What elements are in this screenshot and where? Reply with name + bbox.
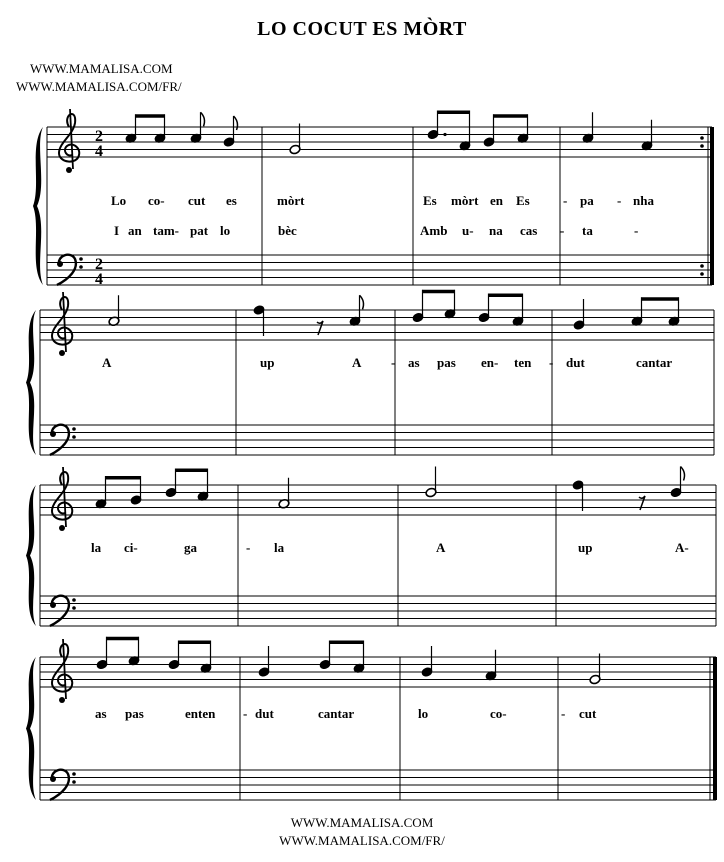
- site-url-1[interactable]: WWW.MAMALISA.COM: [30, 61, 173, 76]
- lyric-syllable: lo: [418, 706, 429, 721]
- final-thick-bar: [713, 657, 717, 800]
- lyric-syllable: ci-: [124, 540, 138, 555]
- repeat-thick-bar: [710, 127, 714, 285]
- treble-staff: [40, 485, 716, 515]
- treble-clef-icon: [52, 639, 72, 703]
- repeat-dot: [700, 272, 704, 276]
- quarter-note: [572, 480, 584, 511]
- lyric-syllable: Amb: [420, 223, 448, 238]
- half-note: [108, 295, 120, 326]
- flag: [234, 116, 238, 130]
- lyric-syllable: -: [617, 193, 622, 208]
- quarter-note: [670, 467, 684, 498]
- lyric-syllable: la: [274, 540, 285, 555]
- lyric-syllable: u-: [462, 223, 474, 238]
- quarter-note: [421, 646, 433, 677]
- lyric-syllable: en-: [481, 355, 499, 370]
- lyric-syllable: pat: [190, 223, 209, 238]
- page-title: LO COCUT ES MÒRT: [257, 18, 467, 40]
- quarter-note: [485, 650, 497, 681]
- half-note: [425, 467, 437, 498]
- lyric-syllable: mòrt: [451, 193, 479, 208]
- time-sig-top: 2: [95, 128, 103, 145]
- beam: [179, 641, 211, 645]
- repeat-dot: [700, 136, 704, 140]
- brace: [33, 127, 43, 285]
- quarter-note: [427, 111, 439, 140]
- dot: [443, 133, 446, 136]
- beam: [642, 297, 679, 301]
- lyric-syllable: enten: [185, 706, 216, 721]
- site-footer: [0, 814, 724, 850]
- flag: [201, 112, 205, 126]
- treble-clef-icon: [52, 292, 72, 356]
- treble-staff: [40, 310, 714, 340]
- quarter-note: [478, 294, 490, 323]
- quarter-note: [128, 637, 140, 666]
- quarter-note: [154, 114, 166, 143]
- half-note: [278, 478, 290, 509]
- lyric-syllable: bèc: [278, 223, 297, 238]
- lyric-syllable: co-: [490, 706, 507, 721]
- lyric-syllable: I: [114, 223, 120, 238]
- lyric-syllable: es: [226, 193, 237, 208]
- lyric-syllable: pa: [580, 193, 594, 208]
- repeat-dot: [700, 144, 704, 148]
- lyric-syllable: Es: [516, 193, 530, 208]
- lyric-syllable: -: [246, 540, 251, 555]
- treble-staff: [40, 657, 716, 687]
- bass-staff: [40, 425, 714, 455]
- brace: [26, 310, 36, 455]
- time-sig-bottom: 4: [95, 143, 103, 160]
- music-system: [26, 292, 76, 455]
- lyric-syllable: as: [95, 706, 107, 721]
- quarter-note: [412, 290, 424, 323]
- beam: [423, 290, 455, 294]
- quarter-note: [165, 469, 177, 498]
- quarter-note: [483, 114, 495, 147]
- lyric-syllable: an: [128, 223, 142, 238]
- lyric-syllable: na: [489, 223, 503, 238]
- quarter-note: [459, 111, 471, 152]
- lyric-syllable: A: [352, 355, 362, 370]
- beam: [106, 476, 141, 480]
- lyric-syllable: dut: [255, 706, 274, 721]
- lyric-syllable: cas: [520, 223, 538, 238]
- lyric-syllable: mòrt: [277, 193, 305, 208]
- lyric-syllable: as: [408, 355, 420, 370]
- quarter-note: [668, 297, 680, 326]
- lyric-syllable: -: [391, 355, 396, 370]
- time-sig-bottom: 4: [95, 271, 103, 288]
- lyric-syllable: ta: [582, 223, 593, 238]
- quarter-note: [444, 290, 456, 319]
- lyric-syllable: co-: [148, 193, 165, 208]
- lyric-syllable: pas: [125, 706, 144, 721]
- quarter-note: [190, 112, 204, 143]
- lyric-syllable: A: [102, 355, 112, 370]
- lyric-syllable: ten: [514, 355, 532, 370]
- beam: [176, 469, 208, 473]
- lyric-syllable: cantar: [636, 355, 673, 370]
- quarter-note: [641, 120, 653, 151]
- repeat-dot: [700, 264, 704, 268]
- lyric-syllable: -: [549, 355, 554, 370]
- lyric-syllable: cantar: [318, 706, 355, 721]
- lyric-syllable: A-: [675, 540, 689, 555]
- quarter-note: [349, 295, 363, 326]
- bass-staff: [47, 255, 712, 285]
- beam: [330, 641, 364, 645]
- lyric-syllable: up: [260, 355, 275, 370]
- quarter-note: [168, 641, 180, 670]
- lyric-syllable: -: [560, 223, 565, 238]
- quarter-note: [130, 476, 142, 505]
- quarter-note: [253, 305, 265, 336]
- bass-staff: [40, 770, 716, 800]
- half-note: [289, 124, 301, 155]
- site-url-2[interactable]: WWW.MAMALISA.COM/FR/: [16, 79, 182, 94]
- lyric-syllable: pas: [437, 355, 456, 370]
- treble-clef-icon: [52, 467, 72, 531]
- quarter-note: [96, 637, 108, 670]
- lyric-syllable: Lo: [111, 193, 127, 208]
- treble-staff: [47, 127, 712, 157]
- lyric-syllable: ga: [184, 540, 197, 555]
- site-url-1[interactable]: WWW.MAMALISA.COM: [290, 815, 434, 830]
- quarter-note: [223, 116, 237, 147]
- beam: [489, 294, 523, 298]
- quarter-note: [319, 641, 331, 670]
- bass-staff: [40, 596, 716, 626]
- lyric-syllable: cut: [579, 706, 597, 721]
- quarter-note: [125, 114, 137, 143]
- lyric-syllable: dut: [566, 355, 585, 370]
- beam: [107, 637, 139, 641]
- brace: [26, 485, 36, 626]
- half-note: [589, 654, 601, 685]
- lyric-syllable: la: [91, 540, 102, 555]
- quarter-note: [582, 112, 594, 143]
- brace: [26, 657, 36, 800]
- lyric-syllable: A: [436, 540, 446, 555]
- music-system: [26, 467, 76, 626]
- lyric-syllable: -: [563, 193, 568, 208]
- lyric-syllable: -: [561, 706, 566, 721]
- lyric-syllable: lo: [220, 223, 231, 238]
- quarter-note: [517, 114, 529, 143]
- lyric-syllable: tam-: [153, 223, 179, 238]
- lyric-syllable: Es: [423, 193, 437, 208]
- quarter-note: [573, 299, 585, 330]
- lyric-syllable: en: [490, 193, 503, 208]
- treble-clef-icon: [59, 109, 79, 173]
- beam: [494, 114, 528, 118]
- lyric-syllable: up: [578, 540, 593, 555]
- quarter-note: [631, 297, 643, 326]
- lyric-syllable: -: [634, 223, 639, 238]
- lyric-syllable: cut: [188, 193, 206, 208]
- lyric-syllable: nha: [633, 193, 654, 208]
- site-url-2[interactable]: WWW.MAMALISA.COM/FR/: [279, 833, 445, 848]
- lyric-syllable: -: [243, 706, 248, 721]
- time-sig-top: 2: [95, 256, 103, 273]
- quarter-note: [258, 646, 270, 677]
- beam: [136, 114, 165, 118]
- beam: [438, 111, 470, 115]
